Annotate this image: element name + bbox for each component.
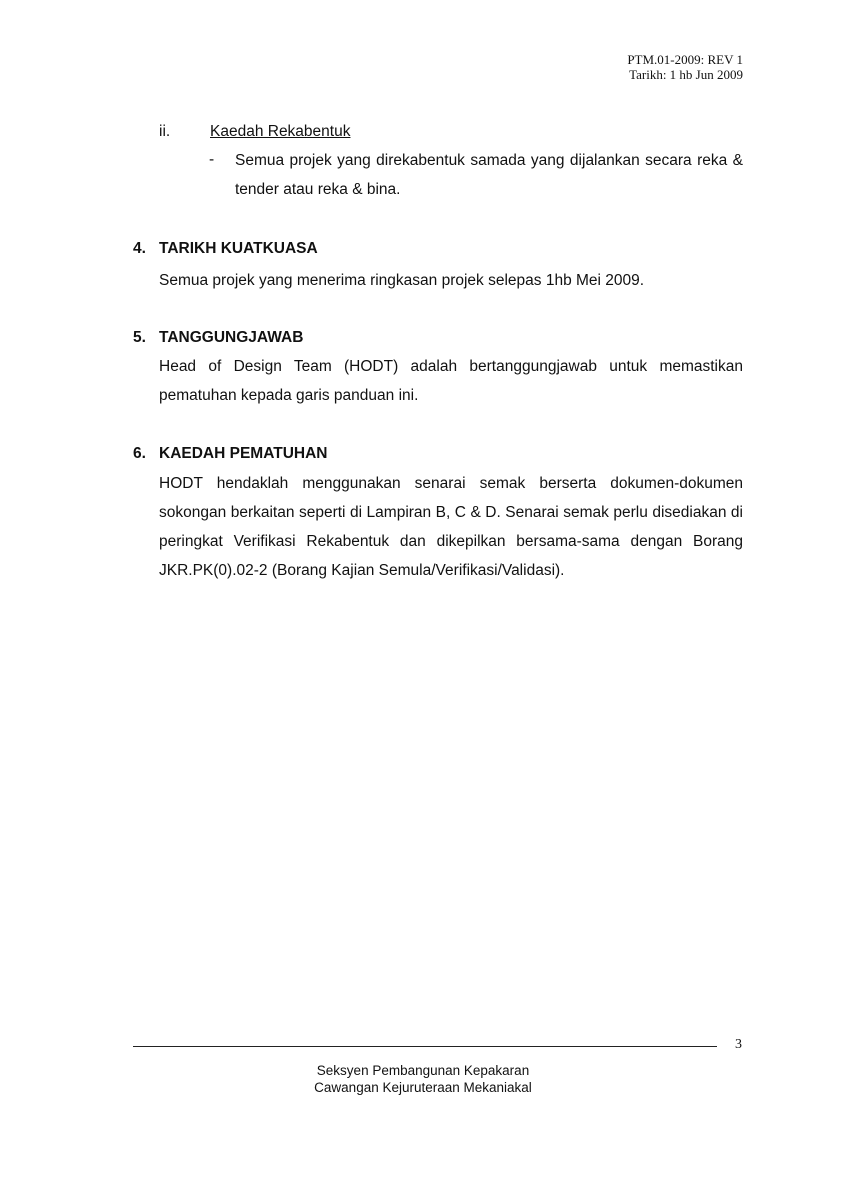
bullet-dash: - — [209, 151, 215, 168]
section-4-body: Semua projek yang menerima ringkasan projek selepas 1hb Mei 2009. — [159, 272, 645, 289]
document-date: Tarikh: 1 hb Jun 2009 — [629, 67, 743, 82]
section-5-body: Head of Design Team (HODT) adalah bertanggungjawab untuk memastikan pematuhan kepada garis panduan ini. — [159, 358, 743, 404]
footer-divider — [133, 1046, 717, 1047]
section-title: TARIKH KUATKUASA — [159, 240, 318, 257]
sub-item-text: Semua projek yang direkabentuk samada yang dijalankan secara reka & tender atau reka & bina. — [235, 152, 743, 198]
page-number: 3 — [735, 1037, 742, 1052]
section-number: 6. — [133, 445, 146, 462]
section-number: 4. — [133, 240, 146, 257]
page-header — [627, 52, 743, 82]
section-title: TANGGUNGJAWAB — [159, 329, 304, 346]
sub-item-number: ii. — [159, 123, 171, 140]
section-title: KAEDAH PEMATUHAN — [159, 445, 328, 462]
footer-line-2: Cawangan Kejuruteraan Mekaniakal — [314, 1080, 532, 1095]
document-reference: PTM.01-2009: REV 1 — [627, 52, 743, 67]
section-number: 5. — [133, 329, 146, 346]
section-6-heading — [133, 445, 328, 463]
page-footer — [0, 1062, 846, 1096]
section-6-body: HODT hendaklah menggunakan senarai semak berserta dokumen-dokumen sokongan berkaitan seperti di Lampiran B, C & D. Senarai semak perlu disediakan di peringkat Verifikasi Rekabentuk dan dikepilkan bersama-sama dengan Borang JKR.PK(0).02-2 (Borang Kajian Semula/Verifikasi/Validasi). — [159, 475, 743, 579]
section-4-heading — [133, 240, 318, 258]
section-5-heading — [133, 329, 303, 347]
footer-line-1: Seksyen Pembangunan Kepakaran — [316, 1063, 530, 1078]
sub-item-title: Kaedah Rekabentuk — [210, 123, 351, 140]
